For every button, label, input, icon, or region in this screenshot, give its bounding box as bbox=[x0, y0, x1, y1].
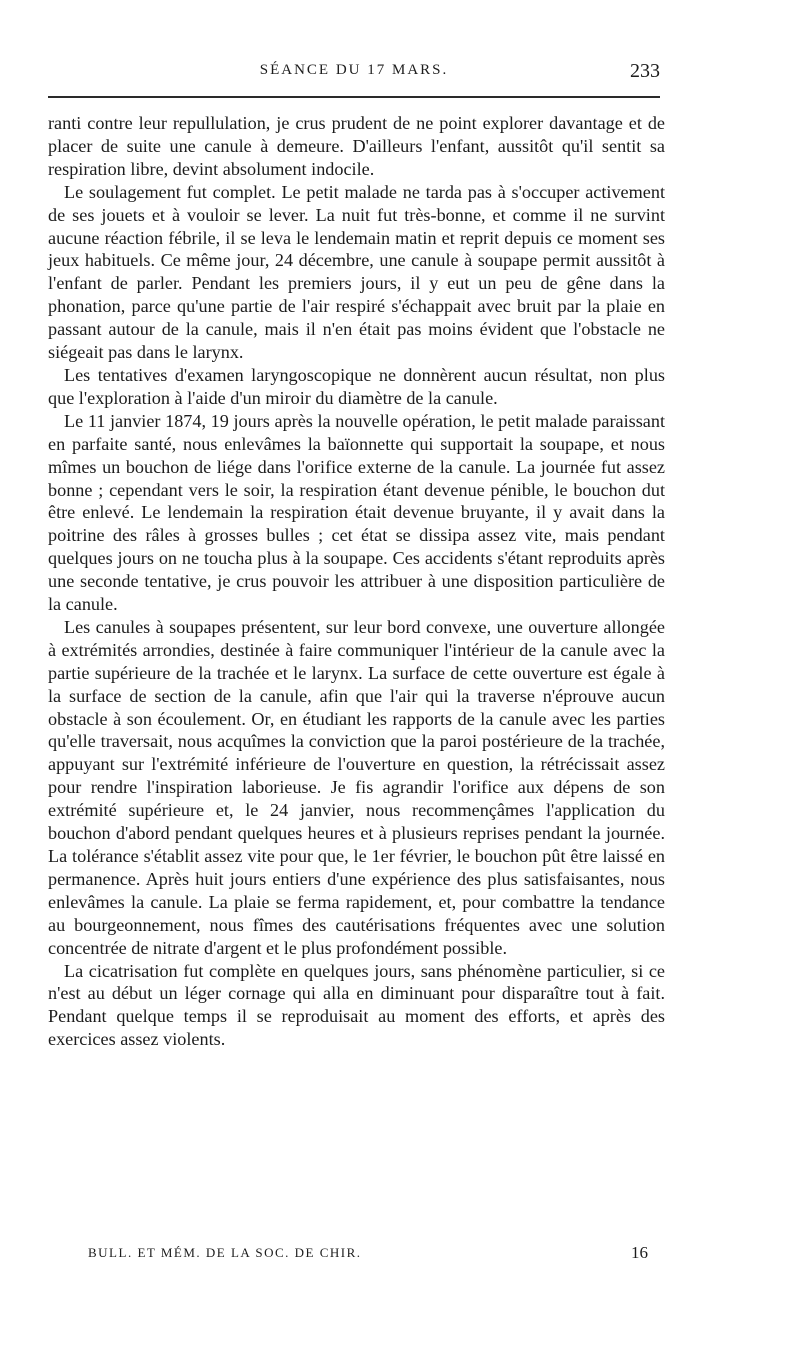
body-text bbox=[48, 112, 665, 1051]
signature-line: BULL. ET MÉM. DE LA SOC. DE CHIR. bbox=[88, 1245, 362, 1260]
paragraph: Le soulagement fut complet. Le petit malade ne tarda pas à s'occuper activement de ses jouets et à vouloir se lever. La nuit fut très-bonne, et comme il ne survint aucune réaction fébrile, il se leva le lendemain matin et reprit depuis ce moment ses jeux habituels. Ce même jour, 24 décembre, une canule à soupape permit aussitôt à l'enfant de parler. Pendant les premiers jours, il y eut un peu de gêne dans la phonation, parce qu'une partie de l'air respiré s'échappait avec bruit par la plaie en passant autour de la canule, mais il n'en était pas moins évident que l'obstacle ne siégeait pas dans le larynx. bbox=[48, 181, 665, 363]
page-header bbox=[48, 60, 660, 98]
paragraph: Les canules à soupapes présentent, sur leur bord convexe, une ouverture allongée à extrémités arrondies, destinée à faire communiquer l'intérieur de la canule avec la partie supérieure de la trachée et le larynx. La surface de cette ouverture est égale à la surface de section de la canule, afin que l'air qui la traverse n'éprouve aucun obstacle à son écoulement. Or, en étudiant les rapports de la canule avec les parties qu'elle traversait, nous acquîmes la conviction que la paroi postérieure de la trachée, appuyant sur l'extrémité inférieure de l'ouverture en question, la rétrécissait assez pour rendre l'inspiration laborieuse. Je fis agrandir l'orifice aux dépens de son extrémité supérieure et, le 24 janvier, nous recommençâmes l'application du bouchon d'abord pendant quelques heures et à plusieurs reprises pendant la journée. La tolérance s'établit assez vite pour que, le 1er février, le bouchon pût être laissé en permanence. Après huit jours entiers d'une expérience des plus satisfaisantes, nous enlevâmes la canule. La plaie se ferma rapidement, et, pour combattre la tendance au bourgeonnement, nous fîmes des cautérisations fréquentes avec une solution concentrée de nitrate d'argent et le plus profondément possible. bbox=[48, 616, 665, 958]
paragraph: Le 11 janvier 1874, 19 jours après la nouvelle opération, le petit malade paraissant en parfaite santé, nous enlevâmes la baïonnette qui supportait la soupape, et nous mîmes un bouchon de liége dans l'orifice externe de la canule. La journée fut assez bonne ; cependant vers le soir, la respiration étant devenue pénible, le bouchon dut être enlevé. Le lendemain la respiration était devenue bruyante, il y avait dans la poitrine des râles à grosses bulles ; cet état se dissipa assez vite, mais pendant quelques jours on ne toucha plus à la soupape. Ces accidents s'étant reproduits après une seconde tentative, je crus pouvoir les attribuer à une disposition particulière de la canule. bbox=[48, 410, 665, 615]
paragraph: ranti contre leur repullulation, je crus prudent de ne point explorer davantage et de placer de suite une canule à demeure. D'ailleurs l'enfant, aussitôt qu'il sentit sa respiration libre, devint absolument indocile. bbox=[48, 113, 665, 179]
page-number: 233 bbox=[630, 60, 660, 82]
running-head: SÉANCE DU 17 MARS. bbox=[259, 62, 449, 78]
sheet-number: 16 bbox=[631, 1243, 648, 1262]
paragraph: La cicatrisation fut complète en quelques jours, sans phénomène particulier, si ce n'est au début un léger cornage qui alla en diminuant pour disparaître tout à fait. Pendant quelque temps il se reproduisait au moment des efforts, et après des exercices assez violents. bbox=[48, 960, 665, 1050]
paragraph: Les tentatives d'examen laryngoscopique ne donnèrent aucun résultat, non plus que l'exploration à l'aide d'un miroir du diamètre de la canule. bbox=[48, 364, 665, 408]
page-footer bbox=[88, 1243, 648, 1267]
